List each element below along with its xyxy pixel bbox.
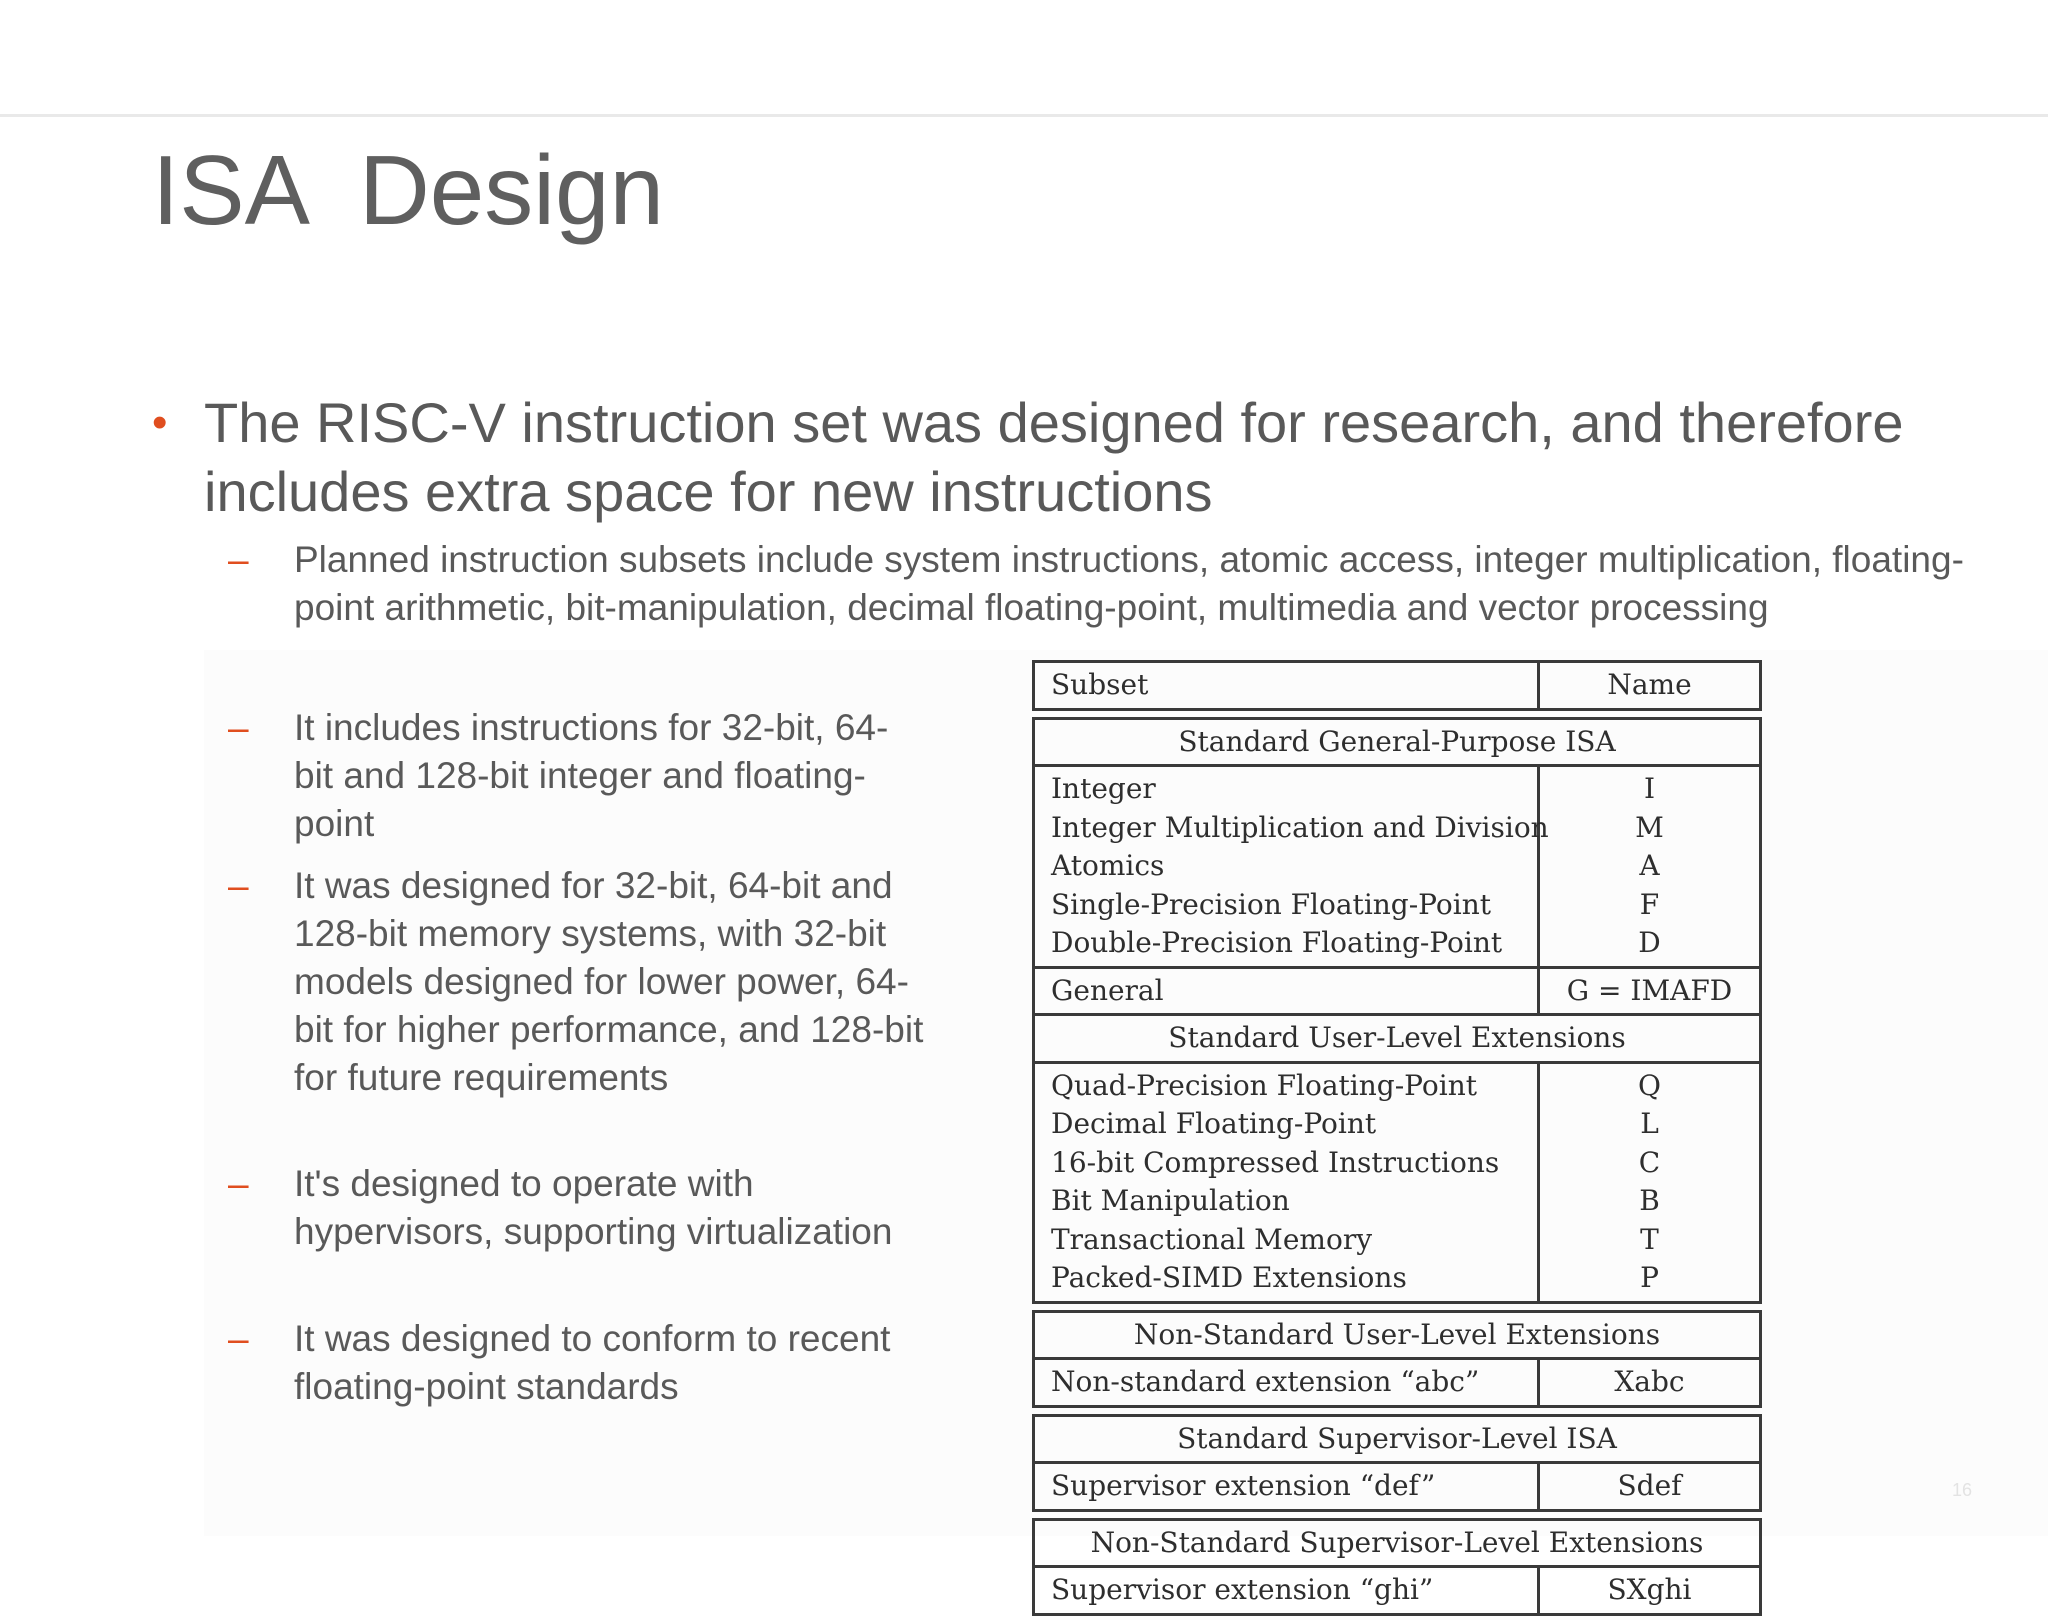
section-body	[1032, 764, 1762, 969]
section-title: Standard Supervisor-Level ISA	[1177, 1421, 1617, 1455]
table-row-name: A	[1639, 849, 1660, 882]
table-row-subset: Non-standard extension “abc”	[1051, 1365, 1480, 1398]
table-row-name: P	[1640, 1261, 1659, 1294]
section-body	[1032, 1061, 1762, 1304]
section-title-box	[1032, 717, 1762, 768]
sub-bullet-text: It includes instructions for 32-bit, 64-bit and 128-bit integer and floating-point	[294, 707, 889, 844]
table-row-name: I	[1643, 772, 1656, 805]
summary-row	[1032, 966, 1762, 1017]
section-title: Standard General-Purpose ISA	[1178, 724, 1616, 758]
table-row-subset: Atomics	[1051, 849, 1165, 882]
table-row-subset: Single-Precision Floating-Point	[1051, 887, 1491, 921]
section-title: Non-Standard User-Level Extensions	[1133, 1317, 1661, 1351]
table-row	[1032, 1565, 1762, 1616]
bullet-marker: •	[152, 398, 168, 447]
table-row-name: Sdef	[1617, 1469, 1682, 1502]
dash-marker: –	[228, 865, 249, 906]
sub-bullet-text: Planned instruction subsets include system instructions, atomic access, integer multiplication, floating-point arithmetic, bit-manipulation, decimal floating-point, multimedia and vector processing	[294, 539, 1964, 628]
table-row-name: Xabc	[1614, 1365, 1685, 1398]
table-row-subset: Integer Multiplication and Division	[1051, 810, 1549, 844]
dash-marker: –	[228, 1163, 249, 1204]
table-row-subset: Bit Manipulation	[1051, 1184, 1290, 1217]
table-row-subset: Decimal Floating-Point	[1051, 1107, 1377, 1140]
summary-subset: General	[1051, 973, 1164, 1007]
header-name: Name	[1607, 668, 1692, 701]
section-title: Non-Standard Supervisor-Level Extensions	[1090, 1525, 1704, 1559]
dash-marker: –	[228, 707, 249, 748]
table-row-name: M	[1635, 810, 1664, 844]
table-row-name: Q	[1638, 1068, 1661, 1102]
table-row-name: B	[1639, 1184, 1660, 1217]
table-row-subset: Double-Precision Floating-Point	[1051, 926, 1503, 959]
section-title-box	[1032, 1518, 1762, 1569]
header-rule	[0, 114, 2048, 117]
sub-bullet-text: It was designed for 32-bit, 64-bit and 128-bit memory systems, with 32-bit models designed for lower power, 64-bit for higher performance, and 128-bit for future requirements	[294, 865, 924, 1098]
sub-bullet-text: It's designed to operate with hypervisors, supporting virtualization	[294, 1163, 893, 1252]
page-title: ISA Design	[152, 135, 665, 245]
table-row-subset: 16-bit Compressed Instructions	[1051, 1145, 1500, 1179]
isa-subset-table	[1032, 660, 1762, 1622]
table-row-name: F	[1639, 887, 1660, 921]
page-number: 16	[1952, 1480, 1973, 1500]
summary-name: G = IMAFD	[1566, 973, 1733, 1007]
table-row-subset: Supervisor extension “def”	[1051, 1469, 1436, 1502]
section-title: Standard User-Level Extensions	[1168, 1021, 1626, 1054]
section-title-box	[1032, 1013, 1762, 1064]
table-row-name: T	[1640, 1222, 1659, 1256]
section-title-box	[1032, 1310, 1762, 1361]
table-row	[1032, 1357, 1762, 1408]
table-row-name: D	[1638, 926, 1661, 959]
dash-marker: –	[228, 1318, 249, 1359]
table-row-subset: Quad-Precision Floating-Point	[1051, 1068, 1477, 1102]
main-bullet-text: The RISC-V instruction set was designed for research, and therefore includes extra space for new instructions	[204, 391, 1904, 523]
dash-marker: –	[228, 539, 249, 580]
table-row	[1032, 1461, 1762, 1512]
table-header	[1032, 660, 1762, 711]
table-row-subset: Integer	[1051, 772, 1156, 805]
table-row-subset: Transactional Memory	[1051, 1222, 1373, 1256]
header-subset: Subset	[1051, 668, 1149, 701]
table-row-name: L	[1640, 1107, 1659, 1140]
table-row-name: SXghi	[1607, 1573, 1692, 1606]
table-row-subset: Packed-SIMD Extensions	[1051, 1261, 1407, 1294]
table-row-subset: Supervisor extension “ghi”	[1051, 1573, 1434, 1606]
section-title-box	[1032, 1414, 1762, 1465]
table-row-name: C	[1638, 1145, 1661, 1179]
sub-bullet-text: It was designed to conform to recent floating-point standards	[294, 1318, 891, 1407]
